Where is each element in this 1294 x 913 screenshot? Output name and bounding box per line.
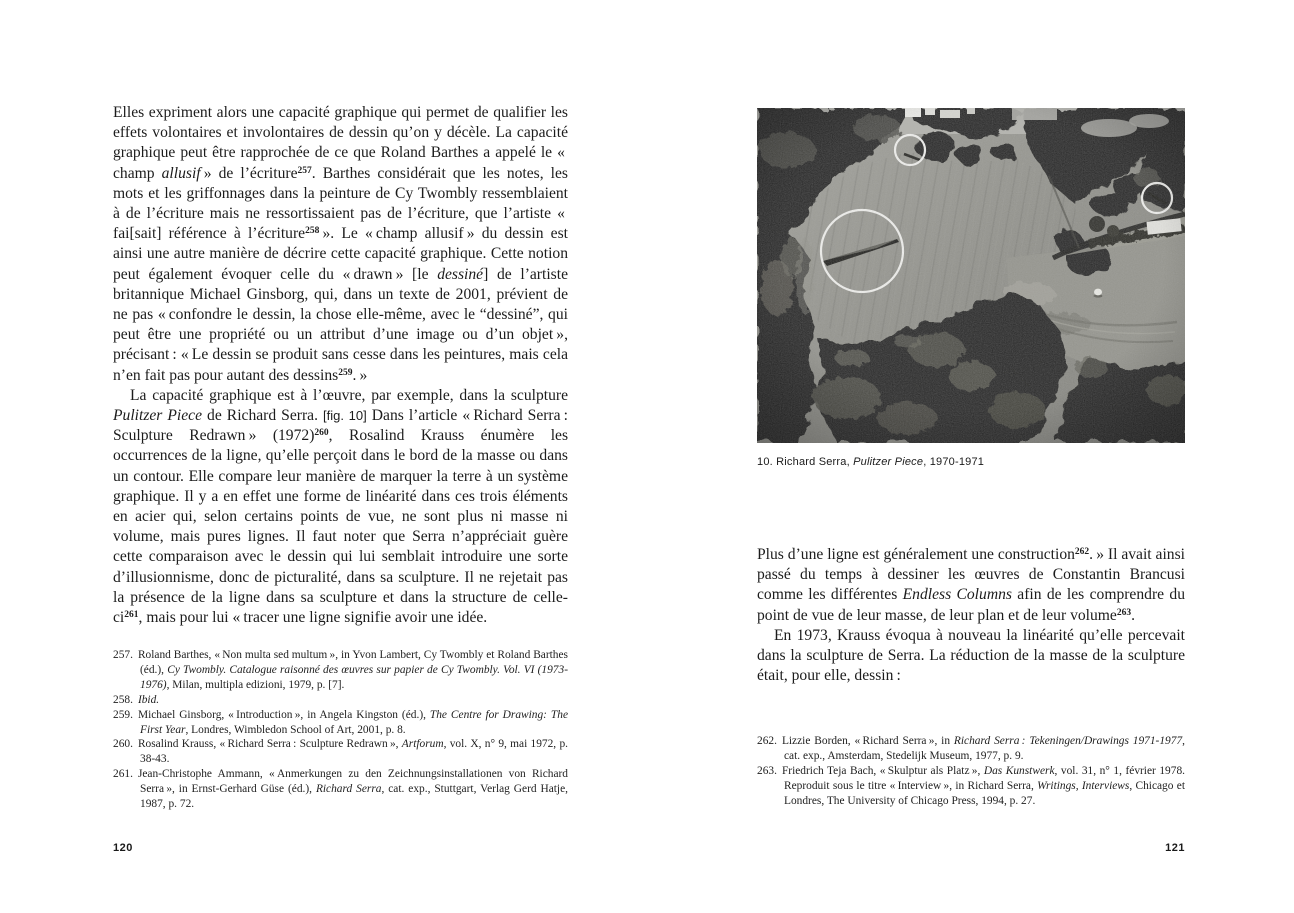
footnote — [113, 767, 568, 812]
footnote-text: Lizzie Borden, « Richard Serra », in Richard Serra : Tekeningen/Drawings 1971-1977, cat. exp., Amsterdam, Stedelijk Museum, 1977, p. 9. — [781, 735, 1185, 762]
footnote-number: 259. — [113, 708, 133, 721]
body-text-left — [113, 103, 568, 628]
footnote — [757, 734, 1185, 764]
footnote-number: 258. — [113, 693, 133, 706]
footnote-number: 260. — [113, 738, 133, 751]
footnote-number: 262. — [757, 735, 777, 747]
paragraph: En 1973, Krauss évoqua à nouveau la linéarité qu’elle percevait dans la sculpture de Serra. La réduction de la masse de la sculpture était, pour elle, dessin : — [757, 626, 1185, 685]
footnote-text: Rosalind Krauss, « Richard Serra : Sculpture Redrawn », Artforum, vol. X, n° 9, mai 1972, p. 38-43. — [137, 738, 568, 766]
footnotes-left — [113, 648, 568, 812]
footnote-text: Roland Barthes, « Non multa sed multum », in Yvon Lambert, Cy Twombly et Roland Barthes (éd.), Cy Twombly. Catalogue raisonné des œuvres sur papier de Cy Twombly. Vol. VI (1973-1976), Milan, multipla edizioni, 1979, p. [7]. — [137, 649, 568, 691]
paragraph: Plus d’une ligne est généralement une construction$^{262}$. » Il avait ainsi passé du temps à dessiner les œuvres de Constantin Brancusi comme les différentes Endless Columns afin de les comprendre du point de vue de leur masse, de leur plan et de leur volume$^{263}$. — [757, 546, 1185, 624]
page-number-right: 121 — [1165, 842, 1185, 854]
footnote-text: Friedrich Teja Bach, « Skulptur als Platz », Das Kunstwerk, vol. 31, n° 1, février 1978. Reproduit sous le titre « Interview », in Richard Serra, Writings, Interviews, Chicago et Londres, The University of Chicago Press, 1994, p. 27. — [781, 764, 1185, 807]
footnote — [113, 708, 568, 738]
footnote-text: Ibid. — [137, 693, 160, 706]
footnote-text: Michael Ginsborg, « Introduction », in Angela Kingston (éd.), The Centre for Drawing: The First Year, Londres, Wimbledon School of Art, 2001, p. 8. — [137, 708, 569, 736]
footnote-number: 261. — [113, 768, 133, 781]
figure-10 — [757, 108, 1185, 468]
footnote-text: Jean-Christophe Ammann, « Anmerkungen zu den Zeichnungsinstallationen von Richard Serra », in Ernst-Gerhard Güse (éd.), Richard Serra, cat. exp., Stuttgart, Verlag Gerd Hatje, 1987, p. 72. — [137, 768, 568, 811]
footnote — [113, 648, 568, 693]
page-number-left: 120 — [113, 842, 133, 854]
footnote — [113, 693, 568, 708]
pulitzer-piece-aerial-photo — [757, 108, 1185, 443]
footnote-number: 257. — [113, 649, 133, 661]
body-text-right — [757, 545, 1185, 686]
footnotes-right — [757, 734, 1185, 809]
figure-caption: 10. Richard Serra, Pulitzer Piece, 1970-1971 — [757, 456, 985, 468]
paragraph: La capacité graphique est à l’œuvre, par exemple, dans la sculpture Pulitzer Piece de Richard Serra. [fig. 10] Dans l’article « Richard Serra : Sculpture Redrawn » (1972)$^{260}$, Rosalind Krauss énumère les occurrences de la ligne, qu’elle perçoit dans le bord de la masse ou dans un contour. Elle compare leur manière de marquer la terre à un système graphique. Il y a en effet une forme de linéarité dans ces trois éléments en acier qui, selon certains points de vue, ne sont plus ni masse ni volume, mais pures lignes. Il faut noter que Serra n’appréciait guère cette comparaison avec le dessin qui lui semblait introduire une sorte d’illusionnisme, donc de picturalité, dans sa sculpture. Il ne rejetait pas la présence de la ligne dans sa sculpture et dans la structure de celle-ci$^{261}$, mais pour lui « tracer une ligne signifie avoir une idée. — [113, 386, 569, 627]
paragraph: Elles expriment alors une capacité graphique qui permet de qualifier les effets volontaires et involontaires de dessin qu’on y décèle. La capacité graphique peut être rapprochée de ce que Roland Barthes a appelé le « champ allusif » de l’écriture$^{257}$. Barthes considérait que les notes, les mots et les griffonnages dans la peinture de Cy Twombly ressemblaient à de l’écriture mais ne ressortissaient pas de l’écriture, que l’artiste « fai[sait] référence à l’écriture$^{258}$ ». Le « champ allusif » du dessin est ainsi une autre manière de décrire cette capacité graphique. Cette notion peut également évoquer celle du « drawn » [le dessiné] de l’artiste britannique Michael Ginsborg, qui, dans un texte de 2001, prévient de ne pas « confondre le dessin, la chose elle-même, avec le “dessiné”, qui peut être une propriété ou un attribut d’une image ou d’un objet », précisant : « Le dessin se produit sans cesse dans les peintures, mais cela n’en fait pas pour autant des dessins$^{259}$. » — [113, 104, 569, 384]
vignette — [757, 108, 1185, 443]
footnote — [757, 764, 1185, 809]
footnote-number: 263. — [757, 764, 777, 777]
footnote — [113, 737, 568, 767]
